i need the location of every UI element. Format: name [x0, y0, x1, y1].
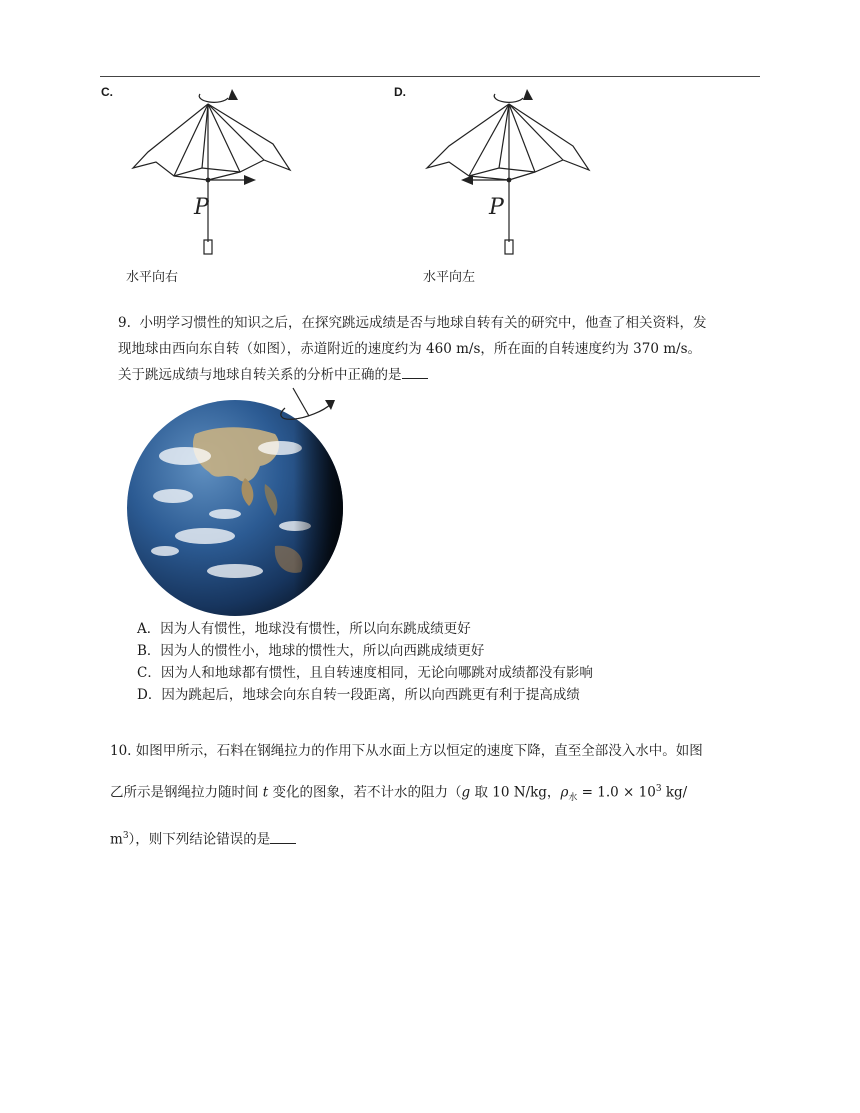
option-c-caption: 水平向右: [126, 270, 179, 285]
choice-9-d[interactable]: D．因为跳起后，地球会向东自转一段距离，所以向西跳更有利于提高成绩: [137, 687, 580, 703]
question-9-text: 9. 小明学习惯性的知识之后，在探究跳远成绩是否与地球自转有关的研究中，他查了相关资料，发 现地球由西向东自转（如图），赤道附近的速度约为 460 m/s，所在面的自转速度约为 370 m/s。 关于跳远成绩与地球自转关系的分析中正确的是: [118, 315, 707, 383]
question-9-number: 9.: [118, 315, 131, 331]
top-divider: [100, 76, 760, 77]
choice-9-c[interactable]: C．因为人和地球都有惯性，且自转速度相同，无论向哪跳对成绩都没有影响: [137, 665, 593, 681]
answer-blank-10: [270, 829, 296, 844]
point-p-label-d: P: [489, 195, 504, 220]
option-d-caption: 水平向左: [423, 270, 476, 285]
question-10-text: 10. 如图甲所示，石料在钢绳拉力的作用下从水面上方以恒定的速度下降，直至全部没入水中。如图 乙所示是钢绳拉力随时间 t 变化的图象，若不计水的阻力（g 取 10 N/kg，$\rho_水 = 1.0 \times 10^3$ kg/ $m^3$），则下列结论错误的是: [110, 743, 703, 848]
option-d-letter: D.: [394, 85, 406, 99]
choice-9-b[interactable]: B．因为人的惯性小，地球的惯性大，所以向西跳成绩更好: [137, 643, 485, 659]
umbrella-diagram-c: [128, 84, 298, 260]
question-10-number: 10.: [110, 743, 132, 759]
option-c-letter: C.: [101, 85, 113, 99]
point-p-label-c: P: [194, 195, 209, 220]
answer-blank-9: [402, 364, 428, 379]
question-9-choices: [137, 618, 757, 706]
earth-rotation-image: [125, 386, 350, 618]
choice-9-a[interactable]: A．因为人有惯性，地球没有惯性，所以向东跳成绩更好: [137, 621, 471, 637]
umbrella-diagram-d: [423, 84, 593, 260]
